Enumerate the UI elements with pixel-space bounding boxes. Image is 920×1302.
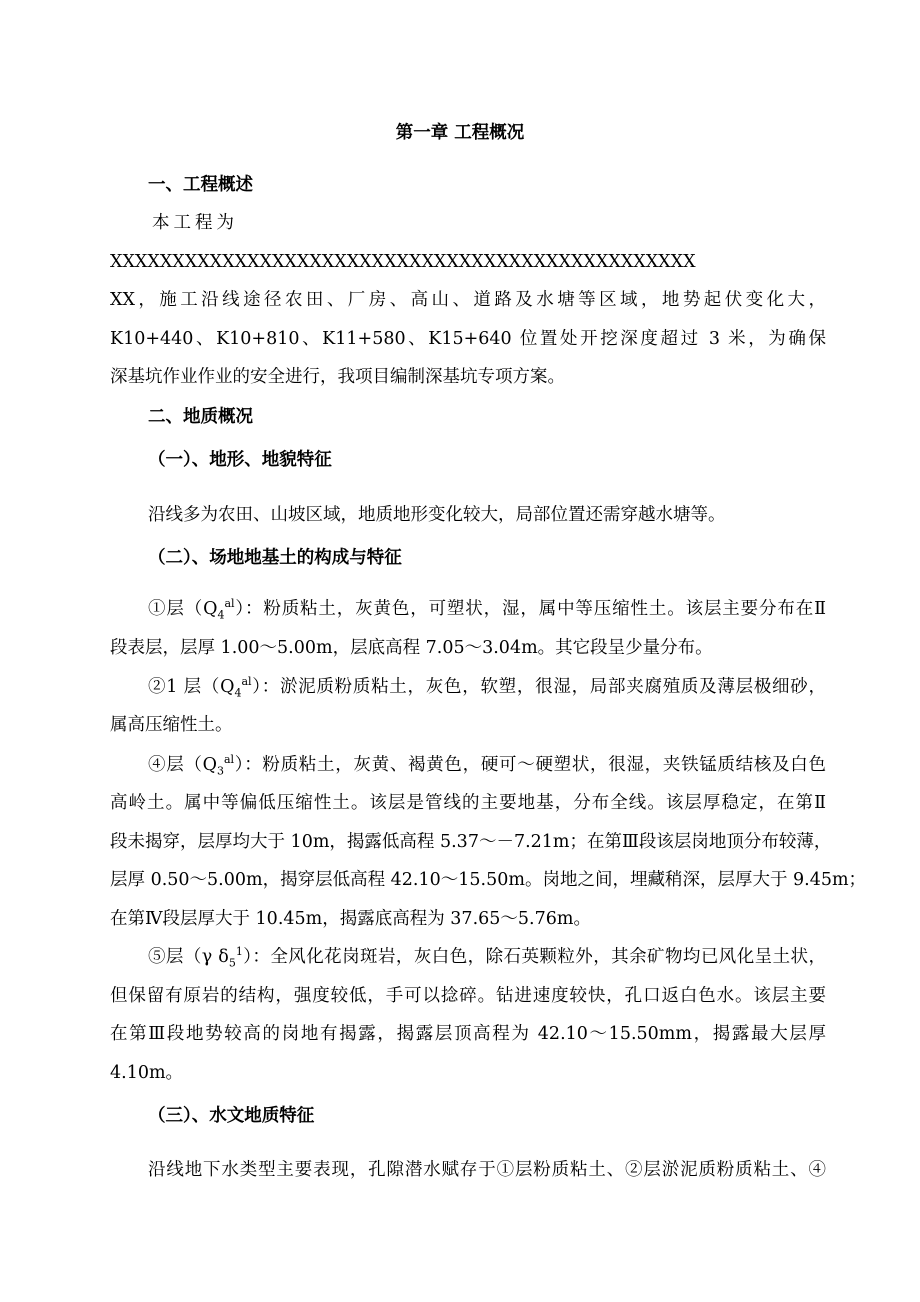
layer4-line2 [110,791,826,815]
overview-line-text: XX，施工沿线途径农田、厂房、高山、道路及水塘等区域，地势起伏变化大， [110,290,826,310]
layer2-sup: al [241,675,252,689]
layer2-prefix: ②1 层（Q [148,677,235,697]
layer5-sup: 1 [235,945,243,959]
layer1-rest: ）：粉质粘土，灰黄色，可塑状，湿，属中等压缩性土。该层主要分布在Ⅱ [234,599,826,619]
chapter-title: 第一章 工程概况 [395,123,525,143]
layer4-line4 [110,868,867,892]
layer5-prefix: ⑤层（γ δ [148,947,229,967]
layer4-line2-text: 高岭土。属中等偏低压缩性土。该层是管线的主要地基，分布全线。该层厚稳定，在第Ⅱ [110,793,826,813]
layer5-line4: 4.10m。 [110,1063,184,1083]
overview-line [110,327,826,351]
layer1-line1-text [148,597,826,621]
layer4-prefix: ④层（Q [148,755,217,775]
layer5-rest: ）：全风化花岗斑岩，灰白色，除石英颗粒外，其余矿物均已风化呈土状， [242,947,826,967]
layer1-sup: al [224,597,235,611]
subsection-hydrology: （三）、水文地质特征 [148,1106,315,1126]
section-heading-geology: 二、地质概况 [148,407,253,427]
overview-line-last: 深基坑作业作业的安全进行，我项目编制深基坑专项方案。 [110,367,565,387]
layer4-line1-text [148,753,826,777]
layer4-line4-text: 层厚 0.50～5.00m，揭穿层低高程 42.10～15.50m。岗地之间，埋藏稍深，层厚大于 9.45m； [110,870,867,890]
layer4-sub: 3 [216,764,224,778]
overview-intro: 本工程为 [152,213,238,233]
layer2-line2: 属高压缩性土。 [110,715,233,735]
layer5-line1 [148,945,826,969]
layer4-line1 [148,753,826,777]
layer4-line3-text: 段未揭穿，层厚均大于 10m，揭露低高程 5.37～－7.21m；在第Ⅲ段该层岗地顶分布较薄， [110,832,832,852]
layer1-sub: 4 [217,608,225,622]
terrain-text: 沿线多为农田、山坡区域，地质地形变化较大，局部位置还需穿越水塘等。 [148,505,726,525]
layer5-line3-text: 在第Ⅲ段地势较高的岗地有揭露，揭露层顶高程为 42.10～15.50mm，揭露最大层厚 [110,1024,826,1044]
layer2-line1-text [148,675,826,699]
hydrology-text [148,1158,826,1182]
layer2-sub: 4 [234,686,242,700]
layer5-line2-text: 但保留有原岩的结构，强度较低，手可以捻碎。钻进速度较快，孔口返白色水。该层主要 [110,986,826,1006]
subsection-terrain: （一）、地形、地貌特征 [148,450,332,470]
overview-line-text: K10+440、K10+810、K11+580、K15+640 位置处开挖深度超过 3 米，为确保 [110,329,826,349]
hydrology-text-line: 沿线地下水类型主要表现，孔隙潜水赋存于①层粉质粘土、②层淤泥质粉质粘土、④ [148,1160,826,1180]
layer4-rest: ）：粉质粘土，灰黄、褐黄色，硬可～硬塑状，很湿，夹铁锰质结核及白色 [234,755,826,775]
layer4-line3 [110,830,832,854]
layer5-line2 [110,984,826,1008]
layer1-prefix: ①层（Q [148,599,218,619]
layer1-line2: 段表层，层厚 1.00～5.00m，层底高程 7.05～3.04m。其它段呈少量分布。 [110,638,713,658]
layer4-line5: 在第Ⅳ段层厚大于 10.45m，揭露底高程为 37.65～5.76m。 [110,909,591,929]
overview-line-placeholder [110,250,826,274]
subsection-soil: （二）、场地地基土的构成与特征 [148,548,402,568]
layer1-line1 [148,597,826,621]
layer5-line1-text [148,945,826,969]
layer2-rest: ）：淤泥质粉质粘土，灰色，软塑，很湿，局部夹腐殖质及薄层极细砂， [251,677,827,697]
section-heading-overview: 一、工程概述 [148,175,253,195]
layer5-sub: 5 [228,956,236,970]
overview-line [110,288,826,312]
overview-placeholder-text: XXXXXXXXXXXXXXXXXXXXXXXXXXXXXXXXXXXXXXXXXXXXXXX [110,252,696,272]
layer5-line3 [110,1022,826,1046]
layer4-sup: al [223,753,235,767]
layer2-line1 [148,675,826,699]
